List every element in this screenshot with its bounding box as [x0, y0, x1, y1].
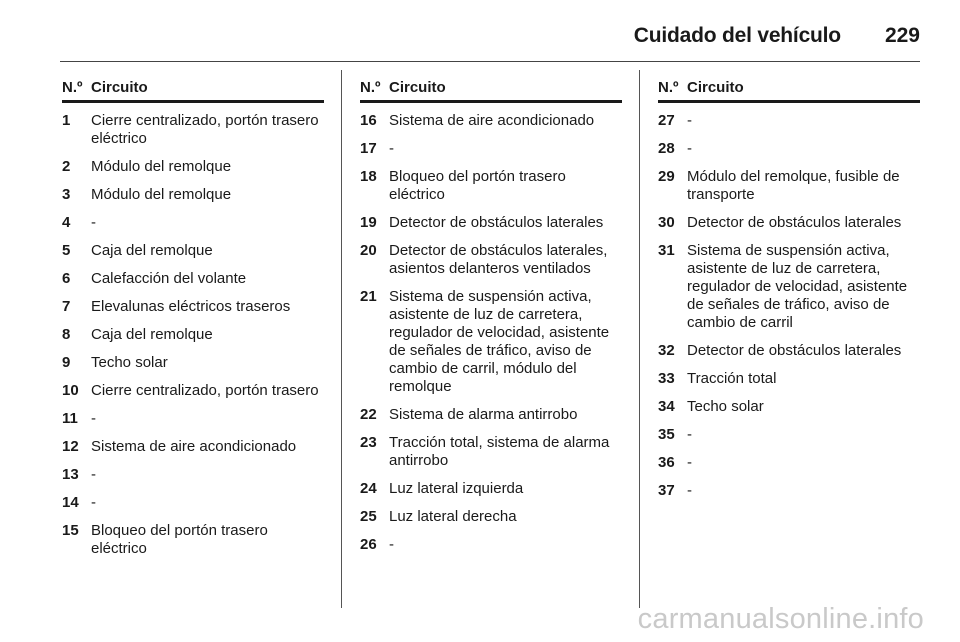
fuse-number: 19 — [360, 214, 377, 231]
circuit-description: Sistema de alarma antirrobo — [389, 406, 578, 423]
header-divider — [60, 61, 920, 62]
page-title: Cuidado del vehículo — [633, 24, 841, 47]
fuse-number: 8 — [62, 326, 71, 343]
fuse-number: 29 — [658, 168, 675, 185]
table-row — [62, 438, 324, 456]
circuit-description: - — [687, 112, 692, 129]
table-row — [658, 342, 920, 360]
circuit-description: Caja del remolque — [91, 242, 213, 259]
fuse-number: 3 — [62, 186, 71, 203]
column-header-circuit: Circuito — [687, 79, 744, 96]
table-row — [658, 242, 920, 332]
circuit-description: Sistema de aire acondicionado — [389, 112, 595, 129]
fuse-number: 30 — [658, 214, 675, 231]
circuit-description: Cierre centralizado, portón trasero — [91, 382, 319, 399]
table-row — [62, 494, 324, 512]
page-header — [60, 14, 920, 58]
table-row — [360, 406, 622, 424]
table-row — [658, 370, 920, 388]
fuse-number: 20 — [360, 242, 377, 259]
table-row — [62, 382, 324, 400]
circuit-description: Módulo del remolque — [91, 186, 232, 203]
circuit-description: Sistema de suspensión activa, asistente de luz de carretera, regulador de velocidad, asistente de señales de tráfico, aviso de cambio de carril — [687, 242, 908, 331]
table-row — [62, 242, 324, 260]
circuit-description: Detector de obstáculos laterales — [389, 214, 604, 231]
column-divider — [639, 70, 640, 608]
fuse-number: 34 — [658, 398, 675, 415]
fuse-number: 18 — [360, 168, 377, 185]
table-row — [658, 426, 920, 444]
circuit-description: Detector de obstáculos laterales — [687, 214, 902, 231]
circuit-description: Sistema de suspensión activa, asistente de luz de carretera, regulador de velocidad, asistente de señales de tráfico, aviso de cambio de carril, módulo del remolque — [389, 288, 610, 395]
fuse-number: 15 — [62, 522, 79, 539]
fuse-number: 5 — [62, 242, 71, 259]
table-row — [62, 270, 324, 288]
table-row — [360, 434, 622, 470]
fuse-number: 26 — [360, 536, 377, 553]
column-header — [360, 78, 622, 103]
circuit-description: Tracción total — [687, 370, 777, 387]
fuse-number: 16 — [360, 112, 377, 129]
column-header-circuit: Circuito — [91, 79, 148, 96]
fuse-number: 11 — [62, 410, 78, 427]
fuse-number: 32 — [658, 342, 675, 359]
column-header-number: N.º — [62, 79, 83, 96]
circuit-description: - — [91, 494, 96, 511]
fuse-number: 4 — [62, 214, 71, 231]
circuit-description: Sistema de aire acondicionado — [91, 438, 297, 455]
circuit-description: Elevalunas eléctricos traseros — [91, 298, 291, 315]
table-row — [658, 482, 920, 500]
fuse-number: 22 — [360, 406, 377, 423]
column-header-circuit: Circuito — [389, 79, 446, 96]
table-row — [360, 214, 622, 232]
column-header-number: N.º — [658, 79, 679, 96]
circuit-description: - — [91, 214, 96, 231]
circuit-description: Cierre centralizado, portón trasero eléctrico — [91, 112, 319, 147]
fuse-number: 33 — [658, 370, 675, 387]
circuit-description: - — [687, 426, 692, 443]
fuse-number: 25 — [360, 508, 377, 525]
fuse-number: 35 — [658, 426, 675, 443]
circuit-description: Techo solar — [687, 398, 764, 415]
table-row — [360, 536, 622, 554]
circuit-description: Luz lateral izquierda — [389, 480, 524, 497]
table-row — [658, 398, 920, 416]
circuit-description: Calefacción del volante — [91, 270, 247, 287]
column-header-number: N.º — [360, 79, 381, 96]
fuse-number: 9 — [62, 354, 71, 371]
circuit-description: - — [687, 482, 692, 499]
table-row — [360, 508, 622, 526]
fuse-number: 13 — [62, 466, 79, 483]
circuit-description: Detector de obstáculos laterales, asientos delanteros ventilados — [389, 242, 608, 277]
fuse-number: 14 — [62, 494, 79, 511]
column-rows — [360, 112, 622, 554]
column-header — [62, 78, 324, 103]
table-row — [62, 186, 324, 204]
table-row — [658, 112, 920, 130]
column-rows — [62, 112, 324, 558]
table-row — [62, 112, 324, 148]
circuit-description: - — [91, 466, 96, 483]
circuit-description: - — [91, 410, 96, 427]
fuse-number: 27 — [658, 112, 675, 129]
table-row — [658, 168, 920, 204]
table-row — [360, 288, 622, 396]
circuit-description: Módulo del remolque — [91, 158, 232, 175]
fuse-table-column-1 — [62, 78, 324, 568]
table-row — [62, 354, 324, 372]
circuit-description: Bloqueo del portón trasero eléctrico — [91, 522, 268, 557]
fuse-number: 7 — [62, 298, 71, 315]
fuse-number: 31 — [658, 242, 675, 259]
fuse-number: 12 — [62, 438, 79, 455]
table-row — [658, 454, 920, 472]
fuse-number: 17 — [360, 140, 377, 157]
watermark-text: carmanualsonline.info — [637, 603, 924, 635]
circuit-description: - — [687, 454, 692, 471]
fuse-number: 23 — [360, 434, 377, 451]
fuse-table-column-3 — [658, 78, 920, 510]
table-row — [62, 214, 324, 232]
fuse-number: 2 — [62, 158, 71, 175]
column-divider — [341, 70, 342, 608]
column-rows — [658, 112, 920, 500]
table-row — [658, 140, 920, 158]
table-row — [360, 480, 622, 498]
circuit-description: Bloqueo del portón trasero eléctrico — [389, 168, 566, 203]
table-row — [360, 242, 622, 278]
fuse-number: 28 — [658, 140, 675, 157]
table-row — [360, 140, 622, 158]
fuse-number: 36 — [658, 454, 675, 471]
circuit-description: Módulo del remolque, fusible de transporte — [687, 168, 900, 203]
fuse-number: 6 — [62, 270, 71, 287]
fuse-number: 21 — [360, 288, 377, 305]
table-row — [62, 466, 324, 484]
table-row — [62, 326, 324, 344]
table-row — [360, 168, 622, 204]
fuse-number: 10 — [62, 382, 79, 399]
page-number: 229 — [884, 24, 920, 47]
table-row — [658, 214, 920, 232]
table-row — [62, 410, 324, 428]
circuit-description: Luz lateral derecha — [389, 508, 517, 525]
fuse-number: 37 — [658, 482, 675, 499]
table-row — [62, 158, 324, 176]
circuit-description: Techo solar — [91, 354, 168, 371]
circuit-description: - — [687, 140, 692, 157]
circuit-description: - — [389, 140, 394, 157]
fuse-number: 24 — [360, 480, 377, 497]
table-row — [62, 522, 324, 558]
circuit-description: Caja del remolque — [91, 326, 213, 343]
table-row — [62, 298, 324, 316]
fuse-table-column-2 — [360, 78, 622, 564]
column-header — [658, 78, 920, 103]
circuit-description: - — [389, 536, 394, 553]
fuse-number: 1 — [62, 112, 71, 129]
circuit-description: Detector de obstáculos laterales — [687, 342, 902, 359]
table-row — [360, 112, 622, 130]
circuit-description: Tracción total, sistema de alarma antirrobo — [389, 434, 610, 469]
